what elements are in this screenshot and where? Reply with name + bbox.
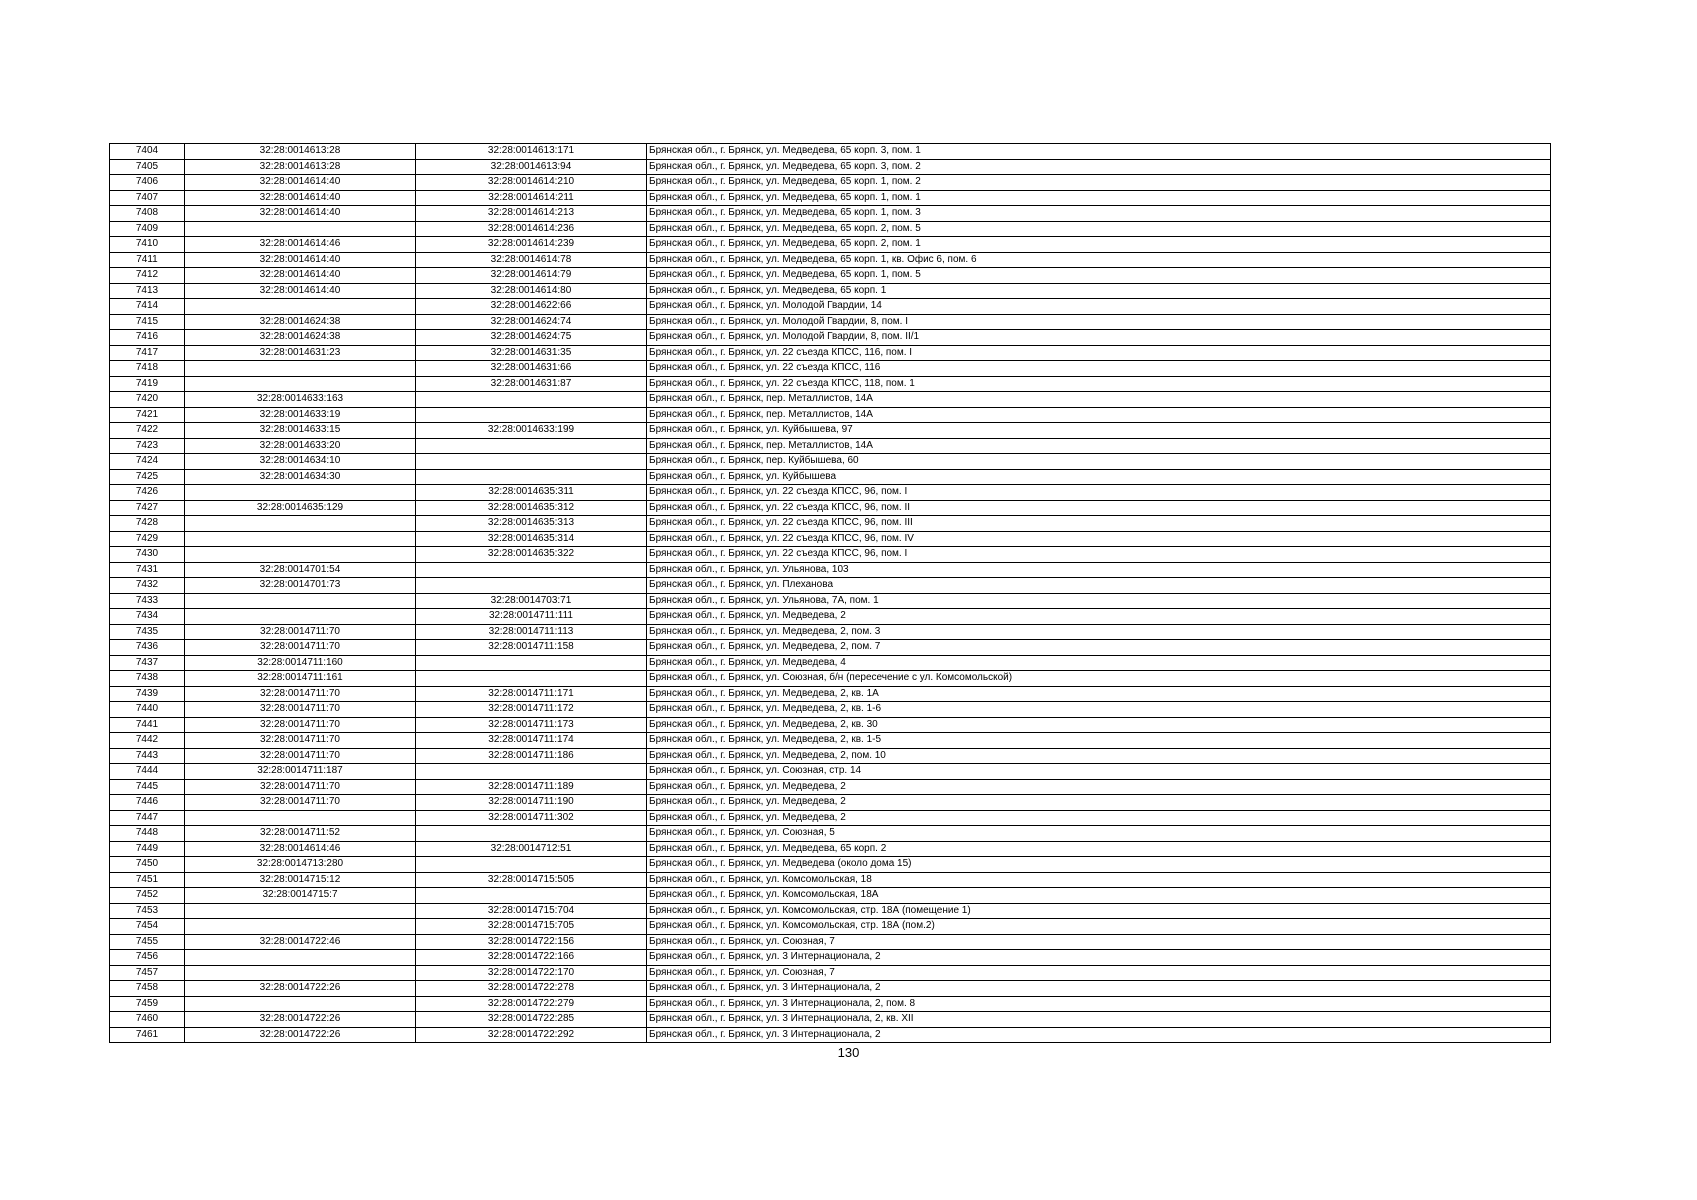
object-cadastral-cell: 32:28:0014614:79 xyxy=(416,268,647,284)
object-cadastral-cell: 32:28:0014633:199 xyxy=(416,423,647,439)
object-cadastral-cell: 32:28:0014711:190 xyxy=(416,795,647,811)
address-cell: Брянская обл., г. Брянск, пер. Куйбышева, 60 xyxy=(647,454,1551,470)
row-number-cell: 7423 xyxy=(110,438,185,454)
land-parcel-cadastral-cell xyxy=(185,531,416,547)
object-cadastral-cell xyxy=(416,562,647,578)
row-number-cell: 7429 xyxy=(110,531,185,547)
object-cadastral-cell: 32:28:0014711:302 xyxy=(416,810,647,826)
address-cell: Брянская обл., г. Брянск, ул. 3 Интернационала, 2, кв. XII xyxy=(647,1012,1551,1028)
row-number-cell: 7440 xyxy=(110,702,185,718)
row-number-cell: 7431 xyxy=(110,562,185,578)
land-parcel-cadastral-cell xyxy=(185,376,416,392)
object-cadastral-cell: 32:28:0014631:66 xyxy=(416,361,647,377)
address-cell: Брянская обл., г. Брянск, ул. Медведева, 2, пом. 3 xyxy=(647,624,1551,640)
land-parcel-cadastral-cell xyxy=(185,996,416,1012)
row-number-cell: 7435 xyxy=(110,624,185,640)
table-row xyxy=(110,469,1551,485)
land-parcel-cadastral-cell: 32:28:0014711:70 xyxy=(185,748,416,764)
land-parcel-cadastral-cell: 32:28:0014715:12 xyxy=(185,872,416,888)
table-row xyxy=(110,934,1551,950)
address-cell: Брянская обл., г. Брянск, ул. Комсомольская, 18А xyxy=(647,888,1551,904)
row-number-cell: 7410 xyxy=(110,237,185,253)
row-number-cell: 7425 xyxy=(110,469,185,485)
land-parcel-cadastral-cell: 32:28:0014711:160 xyxy=(185,655,416,671)
object-cadastral-cell: 32:28:0014711:172 xyxy=(416,702,647,718)
registry-table xyxy=(109,143,1551,1043)
address-cell: Брянская обл., г. Брянск, ул. Союзная, 5 xyxy=(647,826,1551,842)
object-cadastral-cell xyxy=(416,407,647,423)
table-row xyxy=(110,578,1551,594)
land-parcel-cadastral-cell: 32:28:0014722:46 xyxy=(185,934,416,950)
object-cadastral-cell: 32:28:0014624:75 xyxy=(416,330,647,346)
address-cell: Брянская обл., г. Брянск, ул. 3 Интернационала, 2, пом. 8 xyxy=(647,996,1551,1012)
table-row xyxy=(110,655,1551,671)
row-number-cell: 7408 xyxy=(110,206,185,222)
address-cell: Брянская обл., г. Брянск, ул. Куйбышева, 97 xyxy=(647,423,1551,439)
address-cell: Брянская обл., г. Брянск, ул. Медведева, 2, пом. 10 xyxy=(647,748,1551,764)
row-number-cell: 7413 xyxy=(110,283,185,299)
object-cadastral-cell xyxy=(416,655,647,671)
address-cell: Брянская обл., г. Брянск, ул. Медведева, 4 xyxy=(647,655,1551,671)
address-cell: Брянская обл., г. Брянск, ул. Медведева, 2, кв. 1-5 xyxy=(647,733,1551,749)
object-cadastral-cell: 32:28:0014722:170 xyxy=(416,965,647,981)
table-row xyxy=(110,624,1551,640)
row-number-cell: 7407 xyxy=(110,190,185,206)
registry-table-body xyxy=(110,144,1551,1043)
row-number-cell: 7409 xyxy=(110,221,185,237)
object-cadastral-cell: 32:28:0014715:505 xyxy=(416,872,647,888)
land-parcel-cadastral-cell: 32:28:0014711:70 xyxy=(185,779,416,795)
land-parcel-cadastral-cell xyxy=(185,903,416,919)
address-cell: Брянская обл., г. Брянск, ул. Медведева, 2 xyxy=(647,779,1551,795)
object-cadastral-cell: 32:28:0014635:322 xyxy=(416,547,647,563)
object-cadastral-cell: 32:28:0014711:189 xyxy=(416,779,647,795)
object-cadastral-cell: 32:28:0014722:292 xyxy=(416,1027,647,1043)
row-number-cell: 7447 xyxy=(110,810,185,826)
object-cadastral-cell: 32:28:0014722:285 xyxy=(416,1012,647,1028)
land-parcel-cadastral-cell: 32:28:0014624:38 xyxy=(185,330,416,346)
row-number-cell: 7417 xyxy=(110,345,185,361)
address-cell: Брянская обл., г. Брянск, ул. Медведева, 2, кв. 1А xyxy=(647,686,1551,702)
row-number-cell: 7415 xyxy=(110,314,185,330)
address-cell: Брянская обл., г. Брянск, ул. Молодой Гвардии, 8, пом. I xyxy=(647,314,1551,330)
row-number-cell: 7422 xyxy=(110,423,185,439)
table-row xyxy=(110,144,1551,160)
row-number-cell: 7434 xyxy=(110,609,185,625)
address-cell: Брянская обл., г. Брянск, ул. Комсомольская, 18 xyxy=(647,872,1551,888)
object-cadastral-cell: 32:28:0014722:278 xyxy=(416,981,647,997)
row-number-cell: 7433 xyxy=(110,593,185,609)
land-parcel-cadastral-cell xyxy=(185,919,416,935)
row-number-cell: 7411 xyxy=(110,252,185,268)
table-row xyxy=(110,640,1551,656)
object-cadastral-cell xyxy=(416,469,647,485)
land-parcel-cadastral-cell xyxy=(185,609,416,625)
row-number-cell: 7446 xyxy=(110,795,185,811)
address-cell: Брянская обл., г. Брянск, ул. Медведева, 2 xyxy=(647,795,1551,811)
object-cadastral-cell: 32:28:0014711:186 xyxy=(416,748,647,764)
land-parcel-cadastral-cell: 32:28:0014614:40 xyxy=(185,206,416,222)
object-cadastral-cell xyxy=(416,826,647,842)
land-parcel-cadastral-cell: 32:28:0014614:46 xyxy=(185,237,416,253)
address-cell: Брянская обл., г. Брянск, ул. 22 съезда КПСС, 116 xyxy=(647,361,1551,377)
address-cell: Брянская обл., г. Брянск, ул. Медведева, 65 корп. 1 xyxy=(647,283,1551,299)
row-number-cell: 7430 xyxy=(110,547,185,563)
land-parcel-cadastral-cell xyxy=(185,516,416,532)
address-cell: Брянская обл., г. Брянск, ул. 22 съезда КПСС, 96, пом. III xyxy=(647,516,1551,532)
table-row xyxy=(110,857,1551,873)
address-cell: Брянская обл., г. Брянск, ул. 3 Интернационала, 2 xyxy=(647,1027,1551,1043)
table-row xyxy=(110,826,1551,842)
land-parcel-cadastral-cell: 32:28:0014633:163 xyxy=(185,392,416,408)
object-cadastral-cell: 32:28:0014712:51 xyxy=(416,841,647,857)
table-row xyxy=(110,516,1551,532)
table-row xyxy=(110,702,1551,718)
table-row xyxy=(110,531,1551,547)
table-row xyxy=(110,268,1551,284)
object-cadastral-cell: 32:28:0014635:312 xyxy=(416,500,647,516)
object-cadastral-cell: 32:28:0014722:279 xyxy=(416,996,647,1012)
row-number-cell: 7448 xyxy=(110,826,185,842)
land-parcel-cadastral-cell: 32:28:0014711:52 xyxy=(185,826,416,842)
address-cell: Брянская обл., г. Брянск, ул. Медведева, 65 корп. 1, пом. 5 xyxy=(647,268,1551,284)
row-number-cell: 7404 xyxy=(110,144,185,160)
land-parcel-cadastral-cell xyxy=(185,299,416,315)
row-number-cell: 7432 xyxy=(110,578,185,594)
table-row xyxy=(110,919,1551,935)
table-row xyxy=(110,1027,1551,1043)
land-parcel-cadastral-cell xyxy=(185,361,416,377)
object-cadastral-cell: 32:28:0014711:113 xyxy=(416,624,647,640)
land-parcel-cadastral-cell: 32:28:0014711:70 xyxy=(185,733,416,749)
row-number-cell: 7436 xyxy=(110,640,185,656)
object-cadastral-cell: 32:28:0014614:78 xyxy=(416,252,647,268)
object-cadastral-cell xyxy=(416,671,647,687)
land-parcel-cadastral-cell: 32:28:0014711:70 xyxy=(185,795,416,811)
object-cadastral-cell: 32:28:0014635:311 xyxy=(416,485,647,501)
address-cell: Брянская обл., г. Брянск, ул. Медведева, 65 корп. 2 xyxy=(647,841,1551,857)
table-row xyxy=(110,159,1551,175)
object-cadastral-cell: 32:28:0014711:173 xyxy=(416,717,647,733)
table-row xyxy=(110,872,1551,888)
table-row xyxy=(110,547,1551,563)
object-cadastral-cell: 32:28:0014614:239 xyxy=(416,237,647,253)
table-row xyxy=(110,717,1551,733)
table-row xyxy=(110,748,1551,764)
table-row xyxy=(110,438,1551,454)
table-row xyxy=(110,888,1551,904)
table-row xyxy=(110,903,1551,919)
row-number-cell: 7405 xyxy=(110,159,185,175)
land-parcel-cadastral-cell xyxy=(185,810,416,826)
address-cell: Брянская обл., г. Брянск, пер. Металлистов, 14А xyxy=(647,407,1551,423)
object-cadastral-cell: 32:28:0014614:80 xyxy=(416,283,647,299)
land-parcel-cadastral-cell: 32:28:0014711:70 xyxy=(185,717,416,733)
land-parcel-cadastral-cell: 32:28:0014614:40 xyxy=(185,252,416,268)
address-cell: Брянская обл., г. Брянск, ул. Медведева, 2 xyxy=(647,810,1551,826)
row-number-cell: 7424 xyxy=(110,454,185,470)
land-parcel-cadastral-cell: 32:28:0014701:73 xyxy=(185,578,416,594)
land-parcel-cadastral-cell: 32:28:0014634:10 xyxy=(185,454,416,470)
land-parcel-cadastral-cell: 32:28:0014614:40 xyxy=(185,175,416,191)
address-cell: Брянская обл., г. Брянск, ул. 3 Интернационала, 2 xyxy=(647,981,1551,997)
land-parcel-cadastral-cell: 32:28:0014711:70 xyxy=(185,640,416,656)
object-cadastral-cell: 32:28:0014624:74 xyxy=(416,314,647,330)
object-cadastral-cell xyxy=(416,578,647,594)
row-number-cell: 7419 xyxy=(110,376,185,392)
address-cell: Брянская обл., г. Брянск, ул. Союзная, стр. 14 xyxy=(647,764,1551,780)
table-row xyxy=(110,454,1551,470)
row-number-cell: 7449 xyxy=(110,841,185,857)
object-cadastral-cell: 32:28:0014635:313 xyxy=(416,516,647,532)
object-cadastral-cell: 32:28:0014711:111 xyxy=(416,609,647,625)
address-cell: Брянская обл., г. Брянск, ул. 22 съезда КПСС, 96, пом. I xyxy=(647,547,1551,563)
object-cadastral-cell: 32:28:0014631:35 xyxy=(416,345,647,361)
address-cell: Брянская обл., г. Брянск, ул. Союзная, 7 xyxy=(647,934,1551,950)
row-number-cell: 7427 xyxy=(110,500,185,516)
address-cell: Брянская обл., г. Брянск, ул. Медведева, 65 корп. 1, пом. 1 xyxy=(647,190,1551,206)
object-cadastral-cell xyxy=(416,454,647,470)
land-parcel-cadastral-cell: 32:28:0014614:40 xyxy=(185,190,416,206)
land-parcel-cadastral-cell: 32:28:0014614:40 xyxy=(185,268,416,284)
land-parcel-cadastral-cell: 32:28:0014633:15 xyxy=(185,423,416,439)
row-number-cell: 7428 xyxy=(110,516,185,532)
land-parcel-cadastral-cell: 32:28:0014715:7 xyxy=(185,888,416,904)
row-number-cell: 7451 xyxy=(110,872,185,888)
object-cadastral-cell: 32:28:0014722:166 xyxy=(416,950,647,966)
row-number-cell: 7461 xyxy=(110,1027,185,1043)
object-cadastral-cell: 32:28:0014614:211 xyxy=(416,190,647,206)
land-parcel-cadastral-cell: 32:28:0014713:280 xyxy=(185,857,416,873)
address-cell: Брянская обл., г. Брянск, ул. 22 съезда КПСС, 96, пом. I xyxy=(647,485,1551,501)
land-parcel-cadastral-cell: 32:28:0014711:70 xyxy=(185,686,416,702)
object-cadastral-cell: 32:28:0014703:71 xyxy=(416,593,647,609)
row-number-cell: 7412 xyxy=(110,268,185,284)
table-row xyxy=(110,237,1551,253)
row-number-cell: 7421 xyxy=(110,407,185,423)
land-parcel-cadastral-cell: 32:28:0014635:129 xyxy=(185,500,416,516)
address-cell: Брянская обл., г. Брянск, ул. Медведева, 2, кв. 30 xyxy=(647,717,1551,733)
address-cell: Брянская обл., г. Брянск, ул. Медведева, 65 корп. 1, кв. Офис 6, пом. 6 xyxy=(647,252,1551,268)
row-number-cell: 7418 xyxy=(110,361,185,377)
row-number-cell: 7453 xyxy=(110,903,185,919)
address-cell: Брянская обл., г. Брянск, ул. Ульянова, 7А, пом. 1 xyxy=(647,593,1551,609)
object-cadastral-cell: 32:28:0014722:156 xyxy=(416,934,647,950)
table-row xyxy=(110,221,1551,237)
row-number-cell: 7406 xyxy=(110,175,185,191)
table-row xyxy=(110,764,1551,780)
table-row xyxy=(110,485,1551,501)
land-parcel-cadastral-cell: 32:28:0014614:40 xyxy=(185,283,416,299)
row-number-cell: 7442 xyxy=(110,733,185,749)
table-row xyxy=(110,686,1551,702)
table-row xyxy=(110,795,1551,811)
address-cell: Брянская обл., г. Брянск, ул. Медведева, 65 корп. 2, пом. 1 xyxy=(647,237,1551,253)
row-number-cell: 7454 xyxy=(110,919,185,935)
table-row xyxy=(110,206,1551,222)
table-row xyxy=(110,965,1551,981)
land-parcel-cadastral-cell xyxy=(185,221,416,237)
table-row xyxy=(110,810,1551,826)
land-parcel-cadastral-cell: 32:28:0014711:70 xyxy=(185,702,416,718)
land-parcel-cadastral-cell: 32:28:0014711:187 xyxy=(185,764,416,780)
land-parcel-cadastral-cell xyxy=(185,485,416,501)
object-cadastral-cell: 32:28:0014614:236 xyxy=(416,221,647,237)
address-cell: Брянская обл., г. Брянск, пер. Металлистов, 14А xyxy=(647,392,1551,408)
address-cell: Брянская обл., г. Брянск, ул. Куйбышева xyxy=(647,469,1551,485)
row-number-cell: 7452 xyxy=(110,888,185,904)
row-number-cell: 7456 xyxy=(110,950,185,966)
address-cell: Брянская обл., г. Брянск, ул. Комсомольская, стр. 18А (пом.2) xyxy=(647,919,1551,935)
address-cell: Брянская обл., г. Брянск, ул. Медведева, 65 корп. 2, пом. 5 xyxy=(647,221,1551,237)
table-row xyxy=(110,283,1551,299)
object-cadastral-cell xyxy=(416,888,647,904)
row-number-cell: 7441 xyxy=(110,717,185,733)
table-row xyxy=(110,345,1551,361)
object-cadastral-cell xyxy=(416,857,647,873)
land-parcel-cadastral-cell: 32:28:0014711:161 xyxy=(185,671,416,687)
table-row xyxy=(110,392,1551,408)
object-cadastral-cell: 32:28:0014715:704 xyxy=(416,903,647,919)
object-cadastral-cell xyxy=(416,392,647,408)
object-cadastral-cell xyxy=(416,438,647,454)
land-parcel-cadastral-cell: 32:28:0014722:26 xyxy=(185,1027,416,1043)
address-cell: Брянская обл., г. Брянск, ул. Медведева, 2 xyxy=(647,609,1551,625)
row-number-cell: 7414 xyxy=(110,299,185,315)
table-row xyxy=(110,996,1551,1012)
address-cell: Брянская обл., г. Брянск, ул. Медведева, 65 корп. 3, пом. 1 xyxy=(647,144,1551,160)
table-row xyxy=(110,733,1551,749)
address-cell: Брянская обл., г. Брянск, ул. 22 съезда КПСС, 96, пом. II xyxy=(647,500,1551,516)
object-cadastral-cell: 32:28:0014613:171 xyxy=(416,144,647,160)
land-parcel-cadastral-cell: 32:28:0014633:20 xyxy=(185,438,416,454)
land-parcel-cadastral-cell: 32:28:0014624:38 xyxy=(185,314,416,330)
address-cell: Брянская обл., г. Брянск, пер. Металлистов, 14А xyxy=(647,438,1551,454)
object-cadastral-cell: 32:28:0014622:66 xyxy=(416,299,647,315)
object-cadastral-cell: 32:28:0014631:87 xyxy=(416,376,647,392)
address-cell: Брянская обл., г. Брянск, ул. Плеханова xyxy=(647,578,1551,594)
table-row xyxy=(110,330,1551,346)
address-cell: Брянская обл., г. Брянск, ул. Медведева, 2, пом. 7 xyxy=(647,640,1551,656)
address-cell: Брянская обл., г. Брянск, ул. Союзная, б/н (пересечение с ул. Комсомольской) xyxy=(647,671,1551,687)
table-row xyxy=(110,593,1551,609)
address-cell: Брянская обл., г. Брянск, ул. 22 съезда КПСС, 118, пом. 1 xyxy=(647,376,1551,392)
object-cadastral-cell: 32:28:0014635:314 xyxy=(416,531,647,547)
row-number-cell: 7450 xyxy=(110,857,185,873)
address-cell: Брянская обл., г. Брянск, ул. Медведева, 2, кв. 1-6 xyxy=(647,702,1551,718)
address-cell: Брянская обл., г. Брянск, ул. Союзная, 7 xyxy=(647,965,1551,981)
object-cadastral-cell: 32:28:0014711:158 xyxy=(416,640,647,656)
table-row xyxy=(110,361,1551,377)
row-number-cell: 7437 xyxy=(110,655,185,671)
land-parcel-cadastral-cell: 32:28:0014634:30 xyxy=(185,469,416,485)
object-cadastral-cell: 32:28:0014715:705 xyxy=(416,919,647,935)
table-row xyxy=(110,252,1551,268)
row-number-cell: 7420 xyxy=(110,392,185,408)
address-cell: Брянская обл., г. Брянск, ул. Медведева, 65 корп. 1, пом. 2 xyxy=(647,175,1551,191)
row-number-cell: 7458 xyxy=(110,981,185,997)
object-cadastral-cell: 32:28:0014613:94 xyxy=(416,159,647,175)
table-row xyxy=(110,299,1551,315)
table-row xyxy=(110,609,1551,625)
page-number: 130 xyxy=(837,1045,860,1060)
land-parcel-cadastral-cell: 32:28:0014722:26 xyxy=(185,1012,416,1028)
row-number-cell: 7455 xyxy=(110,934,185,950)
land-parcel-cadastral-cell: 32:28:0014722:26 xyxy=(185,981,416,997)
land-parcel-cadastral-cell: 32:28:0014711:70 xyxy=(185,624,416,640)
address-cell: Брянская обл., г. Брянск, ул. 22 съезда КПСС, 116, пом. I xyxy=(647,345,1551,361)
land-parcel-cadastral-cell: 32:28:0014613:28 xyxy=(185,144,416,160)
object-cadastral-cell: 32:28:0014711:171 xyxy=(416,686,647,702)
table-row xyxy=(110,376,1551,392)
land-parcel-cadastral-cell xyxy=(185,547,416,563)
address-cell: Брянская обл., г. Брянск, ул. Медведева (около дома 15) xyxy=(647,857,1551,873)
object-cadastral-cell: 32:28:0014614:213 xyxy=(416,206,647,222)
land-parcel-cadastral-cell xyxy=(185,593,416,609)
object-cadastral-cell xyxy=(416,764,647,780)
table-row xyxy=(110,779,1551,795)
table-row xyxy=(110,175,1551,191)
land-parcel-cadastral-cell: 32:28:0014701:54 xyxy=(185,562,416,578)
table-row xyxy=(110,190,1551,206)
row-number-cell: 7459 xyxy=(110,996,185,1012)
row-number-cell: 7460 xyxy=(110,1012,185,1028)
row-number-cell: 7443 xyxy=(110,748,185,764)
row-number-cell: 7445 xyxy=(110,779,185,795)
table-row xyxy=(110,1012,1551,1028)
address-cell: Брянская обл., г. Брянск, ул. Ульянова, 103 xyxy=(647,562,1551,578)
table-row xyxy=(110,423,1551,439)
table-row xyxy=(110,981,1551,997)
land-parcel-cadastral-cell xyxy=(185,950,416,966)
address-cell: Брянская обл., г. Брянск, ул. Молодой Гвардии, 14 xyxy=(647,299,1551,315)
table-row xyxy=(110,841,1551,857)
land-parcel-cadastral-cell: 32:28:0014633:19 xyxy=(185,407,416,423)
table-row xyxy=(110,950,1551,966)
address-cell: Брянская обл., г. Брянск, ул. 22 съезда КПСС, 96, пом. IV xyxy=(647,531,1551,547)
table-row xyxy=(110,500,1551,516)
table-row xyxy=(110,562,1551,578)
land-parcel-cadastral-cell: 32:28:0014614:46 xyxy=(185,841,416,857)
address-cell: Брянская обл., г. Брянск, ул. Молодой Гвардии, 8, пом. II/1 xyxy=(647,330,1551,346)
table-row xyxy=(110,407,1551,423)
row-number-cell: 7444 xyxy=(110,764,185,780)
row-number-cell: 7416 xyxy=(110,330,185,346)
address-cell: Брянская обл., г. Брянск, ул. 3 Интернационала, 2 xyxy=(647,950,1551,966)
object-cadastral-cell: 32:28:0014614:210 xyxy=(416,175,647,191)
land-parcel-cadastral-cell: 32:28:0014613:28 xyxy=(185,159,416,175)
row-number-cell: 7439 xyxy=(110,686,185,702)
object-cadastral-cell: 32:28:0014711:174 xyxy=(416,733,647,749)
address-cell: Брянская обл., г. Брянск, ул. Медведева, 65 корп. 1, пом. 3 xyxy=(647,206,1551,222)
land-parcel-cadastral-cell: 32:28:0014631:23 xyxy=(185,345,416,361)
land-parcel-cadastral-cell xyxy=(185,965,416,981)
table-row xyxy=(110,314,1551,330)
table-row xyxy=(110,671,1551,687)
address-cell: Брянская обл., г. Брянск, ул. Медведева, 65 корп. 3, пом. 2 xyxy=(647,159,1551,175)
row-number-cell: 7426 xyxy=(110,485,185,501)
row-number-cell: 7457 xyxy=(110,965,185,981)
row-number-cell: 7438 xyxy=(110,671,185,687)
address-cell: Брянская обл., г. Брянск, ул. Комсомольская, стр. 18А (помещение 1) xyxy=(647,903,1551,919)
